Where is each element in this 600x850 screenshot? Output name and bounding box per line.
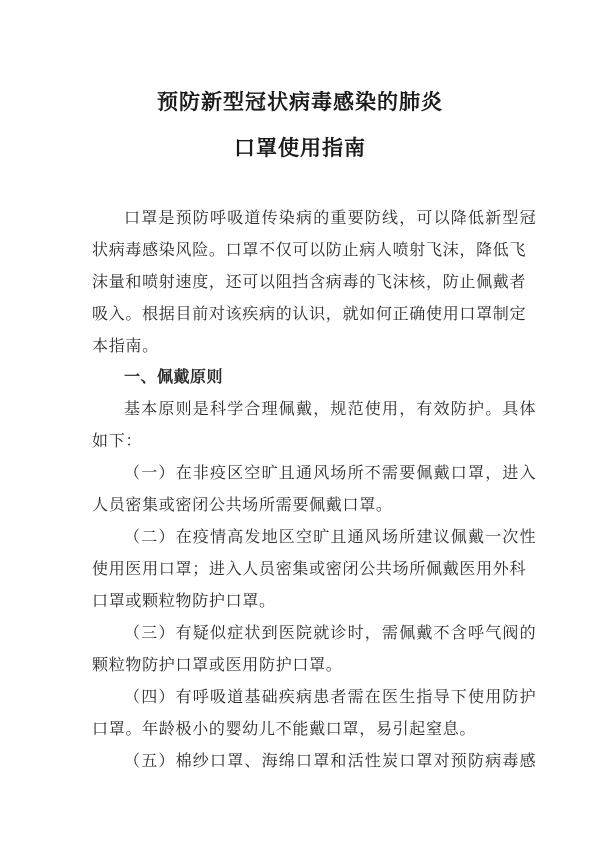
body-text-line: 状病毒感染风险。口罩不仅可以防止病人喷射飞沫，降低飞 (92, 240, 527, 259)
body-text-line: 人员密集或密闭公共场所需要佩戴口罩。 (92, 495, 393, 514)
document-title-line-1: 预防新型冠状病毒感染的肺炎 (157, 90, 443, 114)
body-text-line: 使用医用口罩；进入人员密集或密闭公共场所佩戴医用外科 (92, 559, 527, 578)
body-text-line: 本指南。 (92, 336, 159, 355)
body-text-line: 颗粒物防护口罩或医用防护口罩。 (92, 655, 343, 674)
body-text-line: （四）有呼吸道基础疾病患者需在医生指导下使用防护 (124, 687, 537, 706)
body-text-line: 口罩或颗粒物防护口罩。 (92, 591, 276, 610)
body-text-line: （五）棉纱口罩、海绵口罩和活性炭口罩对预防病毒感 (124, 751, 537, 770)
body-text-line: 沫量和喷射速度，还可以阻挡含病毒的飞沫核，防止佩戴者 (92, 272, 527, 291)
body-text-line: 口罩。年龄极小的婴幼儿不能戴口罩，易引起窒息。 (92, 719, 477, 738)
body-text-line: （三）有疑似症状到医院就诊时，需佩戴不含呼气阀的 (124, 623, 537, 642)
body-text-line: 基本原则是科学合理佩戴，规范使用，有效防护。具体 (124, 399, 537, 418)
document-title-line-2: 口罩使用指南 (234, 136, 366, 160)
body-text-line: 吸入。根据目前对该疾病的认识，就如何正确使用口罩制定 (92, 304, 527, 323)
body-text-line: 口罩是预防呼吸道传染病的重要防线，可以降低新型冠 (124, 208, 537, 227)
section-heading: 一、佩戴原则 (124, 367, 224, 386)
body-text-line: （二）在疫情高发地区空旷且通风场所建议佩戴一次性 (124, 527, 537, 546)
body-text-line: （一）在非疫区空旷且通风场所不需要佩戴口罩，进入 (124, 463, 537, 482)
body-text-line: 如下： (92, 431, 143, 450)
